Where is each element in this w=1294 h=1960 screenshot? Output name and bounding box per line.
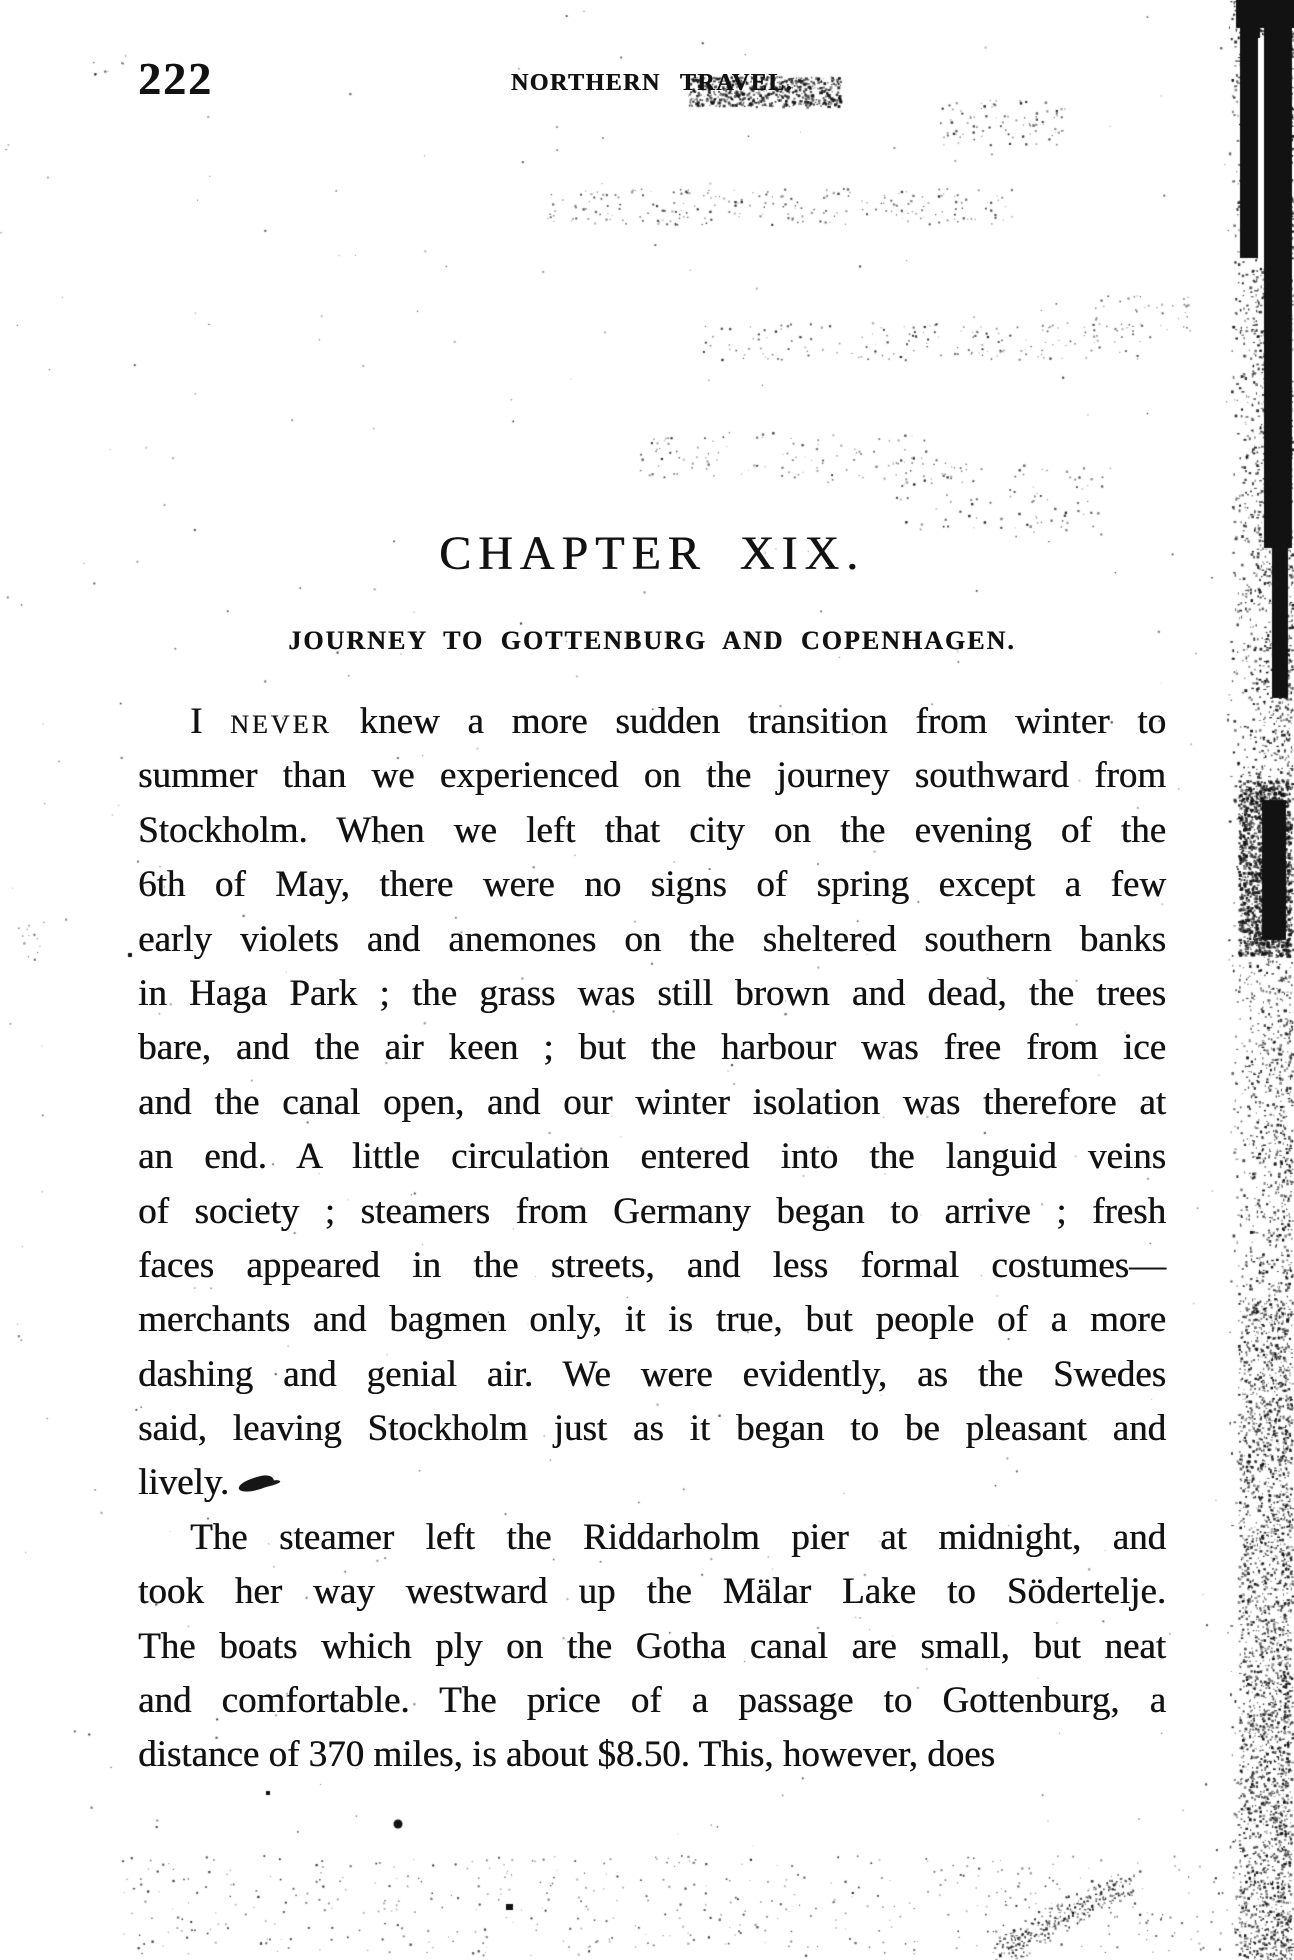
- text-line: [138, 695, 1166, 749]
- ink-smudge: [237, 1474, 275, 1494]
- text-line: [138, 1456, 1166, 1510]
- text-segment: and comfortable. The price of a passage to Gottenburg, a: [138, 1680, 1166, 1722]
- text-segment: said, leaving Stockholm just as it began to be pleasant and: [138, 1408, 1166, 1450]
- text-line: [138, 967, 1166, 1021]
- chapter-heading: CHAPTER XIX.: [438, 527, 865, 580]
- text-line: [138, 1021, 1166, 1075]
- text-segment: Stockholm. When we left that city on the evening of the: [138, 809, 1166, 851]
- chapter-subtitle: JOURNEY TO GOTTENBURG AND COPENHAGEN.: [288, 626, 1016, 655]
- text-line: [138, 1293, 1166, 1347]
- text-segment: early violets and anemones on the sheltered southern banks: [138, 918, 1166, 960]
- text-segment: I: [190, 701, 231, 742]
- text-line: [138, 804, 1166, 858]
- text-line: [138, 749, 1166, 803]
- text-line: [138, 1130, 1166, 1184]
- text-line: [138, 1565, 1166, 1619]
- text-segment: of society ; steamers from Germany began to arrive ; fresh: [138, 1190, 1166, 1232]
- text-segment: The boats which ply on the Gotha canal are small, but neat: [138, 1625, 1166, 1667]
- text-segment: in Haga Park ; the grass was still brown and dead, the trees: [138, 972, 1166, 1014]
- text-segment: faces appeared in the streets, and less formal costumes—: [138, 1244, 1166, 1286]
- text-segment: took her way westward up the Mälar Lake to Södertelje.: [138, 1571, 1166, 1613]
- text-segment: lively.: [138, 1462, 230, 1504]
- text-segment: and the canal open, and our winter isolation was therefore at: [138, 1081, 1166, 1123]
- text-line: [138, 1239, 1166, 1293]
- text-segment: bare, and the air keen ; but the harbour was free from ice: [138, 1027, 1166, 1069]
- text-segment: knew a more sudden transition from winter to: [331, 701, 1166, 742]
- text-line: [138, 1076, 1166, 1130]
- body-text: [138, 695, 1166, 1783]
- text-line: [138, 1728, 1166, 1782]
- text-segment: distance of 370 miles, is about $8.50. This, however, does: [138, 1734, 995, 1776]
- text-segment: 6th of May, there were no signs of spring except a few: [138, 864, 1166, 906]
- text-segment: dashing and genial air. We were evidently, as the Swedes: [138, 1353, 1166, 1395]
- text-line: [138, 1511, 1166, 1565]
- text-line: [138, 858, 1166, 912]
- text-segment: never: [230, 701, 332, 742]
- text-segment: merchants and bagmen only, it is true, but people of a more: [138, 1299, 1166, 1341]
- text-segment: an end. A little circulation entered into the languid veins: [138, 1136, 1166, 1178]
- text-line: [138, 1185, 1166, 1239]
- text-line: [138, 1348, 1166, 1402]
- text-line: [138, 1402, 1166, 1456]
- page-number: 222: [138, 53, 213, 104]
- text-line: [138, 913, 1166, 967]
- text-segment: The steamer left the Riddarholm pier at midnight, and: [190, 1516, 1166, 1558]
- text-line: [138, 1674, 1166, 1728]
- text-line: [138, 1620, 1166, 1674]
- running-header: NORTHERN TRAVEL.: [510, 70, 794, 96]
- text-segment: summer than we experienced on the journey southward from: [138, 755, 1166, 797]
